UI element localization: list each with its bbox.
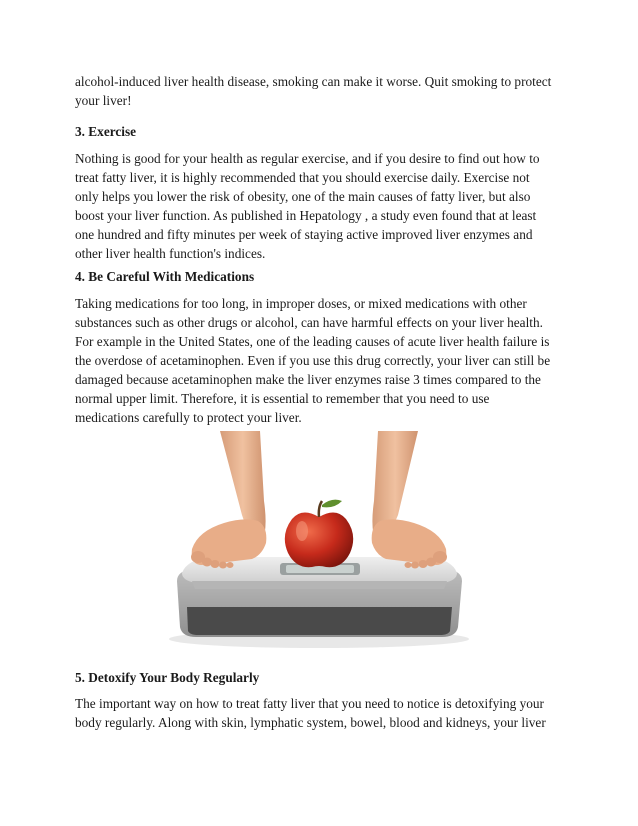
section-heading-medications: 4. Be Careful With Medications: [75, 269, 255, 284]
feet-on-scale-image: [152, 431, 486, 653]
text-line: treat fatty liver, it is highly recommended that you should exercise daily. Exercise not: [75, 170, 530, 185]
text-line: your liver!: [75, 93, 132, 108]
text-line: alcohol-induced liver health disease, smoking can make it worse. Quit smoking to protect: [75, 74, 552, 89]
section-paragraph-medications: [75, 294, 575, 427]
text-line: body regularly. Along with skin, lymphatic system, bowel, blood and kidneys, your liver: [75, 715, 546, 730]
text-line: substances such as other drugs or alcohol, can have harmful effects on your liver health.: [75, 315, 543, 330]
text-line: damaged because acetaminophen make the liver enzymes raise 3 times compared to the: [75, 372, 541, 387]
section-heading-detoxify: 5. Detoxify Your Body Regularly: [75, 670, 260, 685]
text-line: Nothing is good for your health as regular exercise, and if you desire to find out how to: [75, 151, 540, 166]
text-line: other liver health function's indices.: [75, 246, 266, 261]
text-line: one hundred and fifty minutes per week of staying active improved liver enzymes and: [75, 227, 533, 242]
text-line: normal upper limit. Therefore, it is essential to remember that you need to use: [75, 391, 490, 406]
text-line: the overdose of acetaminophen. Even if you use this drug correctly, your liver can still be: [75, 353, 551, 368]
section-paragraph-exercise: [75, 149, 575, 263]
text-line: only helps you lower the risk of obesity, one of the main causes of fatty liver, but also: [75, 189, 531, 204]
section-heading-exercise: 3. Exercise: [75, 124, 137, 139]
text-line: Taking medications for too long, in improper doses, or mixed medications with other: [75, 296, 527, 311]
text-line: The important way on how to treat fatty liver that you need to notice is detoxifying your: [75, 696, 544, 711]
text-line: boost your liver function. As published in Hepatology , a study even found that at least: [75, 208, 537, 223]
section-paragraph-detoxify: [75, 694, 575, 732]
intro-paragraph: [75, 72, 575, 110]
text-line: medications carefully to protect your liver.: [75, 410, 302, 425]
feet-on-scale-with-apple-icon: [152, 431, 486, 653]
text-line: For example in the United States, one of the leading causes of acute liver health failure is: [75, 334, 550, 349]
